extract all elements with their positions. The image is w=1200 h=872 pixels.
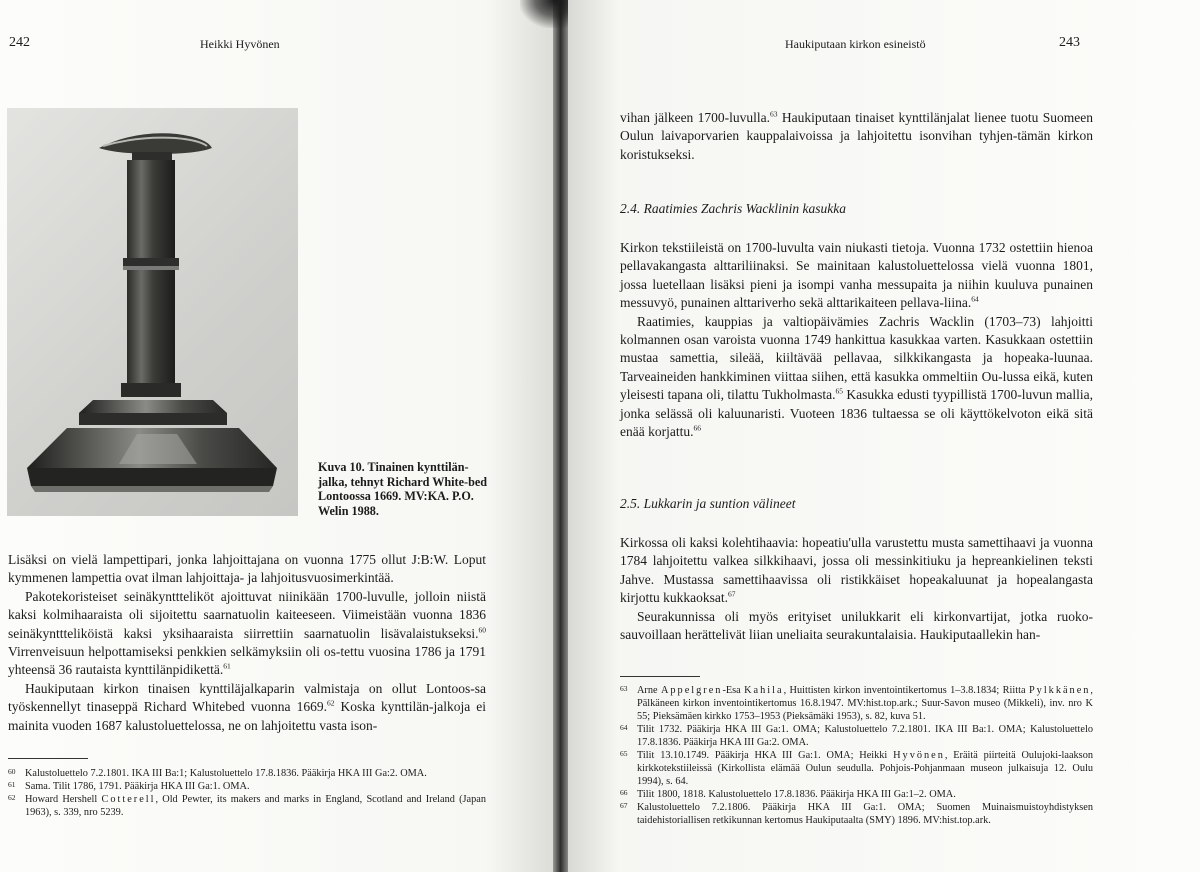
section-2-5-text <box>620 534 1093 644</box>
left-footnotes <box>8 767 486 819</box>
footnote <box>8 793 486 819</box>
footnote-number: 66 <box>620 788 628 797</box>
paragraph <box>620 239 1093 313</box>
footnote-divider <box>8 758 88 759</box>
right-footnotes <box>620 684 1093 827</box>
running-head-right: Haukiputaan kirkon esineistö <box>785 37 926 51</box>
book-gutter <box>553 0 568 872</box>
paragraph-text: vihan jälkeen 1700-luvulla. <box>620 110 771 125</box>
footnote <box>620 684 1093 723</box>
footnote-number: 64 <box>620 723 628 732</box>
running-head-left: Heikki Hyvönen <box>200 37 280 51</box>
paragraph <box>620 313 1093 442</box>
footnote-text-part: Howard Hershell <box>25 794 102 805</box>
right-intro-text <box>620 109 1093 164</box>
left-page <box>0 0 553 872</box>
paragraph: Seurakunnissa oli myös erityiset unilukkarit eli kirkonvartijat, jotka ruoko-sauvoillaan herättelivät liian uneliaita seurakuntalaisia. Haukiputaallekin han- <box>620 608 1093 643</box>
footnote-number: 61 <box>8 780 16 789</box>
footnote-number: 67 <box>620 801 628 810</box>
page-number-right: 243 <box>1059 35 1080 50</box>
paragraph-text: Raatimies, kauppias ja valtiopäivämies Zachris Wacklin (1703–73) lahjoitti kolmannen osan varoista vuonna 1749 hankittua kasukkaa varten. Kasukkaan ostettiin mustaa samettia, sileää, kiiltävää pellavaa, silkkikangasta ja hopeaka-luunaa. Tarveaineiden hankkiminen viittaa siihen, että kasukka ommeltiin Ou-lussa eikä, kuten yleisesti tapana oli, tilattu Tukholmasta. <box>620 313 1093 403</box>
candlestick-illustration <box>7 108 298 516</box>
footnote-text: Tilit 1800, 1818. Kalustoluettelo 17.8.1836. Pääkirja HKA III Ga:1–2. OMA. <box>637 789 956 800</box>
footnote-ref[interactable]: 63 <box>770 109 778 119</box>
paragraph-text: Kirkossa oli kaksi kolehtihaavia: hopeatiu'ulla varustettu musta samettihaavi ja vuonna 1784 lahjoitettu valkea silkkihaavi, jossa oli messinkitiuku ja hepreankielinen teksti Jahve. Mustassa samettihaavissa oli ristikkäiset hopeakaluunat ja hopealangasta kirjottu kukkaoksat. <box>620 535 1093 606</box>
section-2-4-text <box>620 239 1093 441</box>
footnote <box>620 801 1093 827</box>
right-page <box>568 0 1200 872</box>
footnote-number: 60 <box>8 767 16 776</box>
footnote <box>8 767 486 780</box>
footnote-text: Tilit 13.10.1749. Pääkirja HKA III Ga:1. OMA; Heikki Hyvönen, Eräitä piirteitä Oulujoki-laakson kirkkotekstiileissä (Kirkollista elämää Oulun seudulla. Pohjois-Pohjanmaan museon julkaisuja 12. Oulu 1994), s. 64. <box>637 750 1093 787</box>
footnote-number: 65 <box>620 749 628 758</box>
footnote-number: 62 <box>8 793 16 802</box>
author-name: Cotterell <box>101 794 156 805</box>
left-body-text <box>8 551 486 735</box>
paragraph-text: Virrenveisuun helpottamiseksi penkkien selkämyksiin oli os-tettu vuosina 1786 ja 1791 yhteensä 36 rautaista kynttilänpidikettä. <box>8 644 486 678</box>
footnote <box>620 788 1093 801</box>
paragraph <box>620 109 1093 164</box>
paragraph: Lisäksi on vielä lampettipari, jonka lahjoittajana on vuonna 1775 ollut J:B:W. Loput kymmenen lampettia ovat ilman lahjoittaja- ja lahjoitusvuosimerkintää. <box>8 552 486 586</box>
footnote-number: 63 <box>620 684 628 693</box>
footnote-text <box>25 793 486 819</box>
paragraph-text: Kirkon tekstiileistä on 1700-luvulta vain niukasti tietoja. Vuonna 1732 ostettiin hienoa pellavakangasta alttariliinaksi. Se mainitaan kalustoluettelossa vielä vuonna 1801, jossa luetellaan lisäksi pieni ja isompi vanha messupaita ja niihin kuuluva punainen messuvyö, punainen alttariverho sekä alttarikaiteen pellava-liina. <box>620 240 1093 311</box>
footnote-ref[interactable]: 67 <box>728 589 736 599</box>
footnote-text: Arne Appelgren-Esa Kahila, Huittisten kirkon inventointikertomus 1–3.8.1834; Riitta Pylkkänen, Pälkäneen kirkon inventointikertomus 16.8.1947. MV:hist.top.ark.; Suur-Savon museo (Mikkeli), inv. nro K 55; Pieksämäen kirkko 1753–1953 (Pieksämäki 1953), s. 82, kuva 51. <box>637 685 1093 722</box>
footnote <box>620 723 1093 749</box>
footnote-text-part: , Old Pewter, its makers and marks in England, Scotland and Ireland (Japan 1963), s. 339, nro 5239. <box>25 794 486 818</box>
footnote-ref[interactable]: 60 <box>478 625 486 635</box>
figure-caption: Kuva 10. Tinainen kynttilän-jalka, tehnyt Richard White-bed Lontoossa 1669. MV:KA. P.O. Welin 1988. <box>318 460 488 518</box>
section-heading-2-5: 2.5. Lukkarin ja suntion välineet <box>620 496 796 511</box>
candlestick-photo <box>7 108 298 516</box>
section-heading-2-4: 2.4. Raatimies Zachris Wacklinin kasukka <box>620 201 846 216</box>
paragraph <box>620 534 1093 608</box>
paragraph-text: Pakotekoristeiset seinäkynttteliköt ajoittuvat niinikään 1700-luvulle, jolloin niistä kaksi kolmihaaraista oli sijoitettu saarnatuolin kaiteeseen. Viimeistään vuonna 1836 seinäkynttteliköistä kaksi yksihaaraista siirrettiin saarnatuolin lisävalaistukseksi. <box>8 588 486 641</box>
footnote <box>620 749 1093 788</box>
footnote-divider <box>620 676 700 677</box>
footnote-text: Sama. Tilit 1786, 1791. Pääkirja HKA III Ga:1. OMA. <box>25 781 250 792</box>
footnote-ref[interactable]: 65 <box>835 386 843 396</box>
footnote-ref[interactable]: 64 <box>971 294 979 304</box>
footnote-ref[interactable]: 62 <box>326 698 335 708</box>
paragraph-text: Haukiputaan tinaiset kynttilänjalat lienee tuotu Suomeen Oulun laivaporvarien kauppalaivoissa ja lahjoitettu isonvihan tyhjen-tämän kirkon koristukseksi. <box>620 110 1094 162</box>
paragraph-text: Haukiputaan kirkon tinaisen kynttiläjalkaparin valmistaja on ollut Lontoos-sa työskennellyt tinaseppä Richard Whitebed vuonna 1669. <box>8 680 486 715</box>
paragraph-text: Kasukka edusti tyypillistä 1700-luvun mallia, jonka selässä oli kaluunaristi. Vuoteen 1836 tultaessa se oli käyttökelvoton eikä sitä enää korjattu. <box>620 387 1093 440</box>
footnote-text: Kalustoluettelo 7.2.1801. IKA III Ba:1; Kalustoluettelo 17.8.1836. Pääkirja HKA III Ga:2. OMA. <box>25 768 427 779</box>
footnote-ref[interactable]: 66 <box>693 423 701 433</box>
footnote-text: Kalustoluettelo 7.2.1806. Pääkirja HKA III Ga:1. OMA; Suomen Muinaismuistoyhdistyksen taidehistoriallisen retkikunnan kertomus Haukiputaalta (SMY) 1896. MV:hist.top.ark. <box>637 802 1093 826</box>
footnote-ref[interactable]: 61 <box>223 661 231 671</box>
footnote <box>8 780 486 793</box>
paragraph <box>8 680 486 735</box>
paragraph <box>8 588 486 680</box>
footnote-text: Tilit 1732. Pääkirja HKA III Ga:1. OMA; Kalustoluettelo 7.2.1801. IKA III Ba:1. OMA; Kalustoluettelo 17.8.1836. Pääkirja HKA III Ga:2. OMA. <box>637 724 1093 748</box>
page-number-left: 242 <box>9 35 30 50</box>
paragraph-text: Koska kynttilän-jalkoja ei mainita vuoden 1687 kalustoluettelossa, ne on lahjoitettu vasta ison- <box>8 699 486 733</box>
